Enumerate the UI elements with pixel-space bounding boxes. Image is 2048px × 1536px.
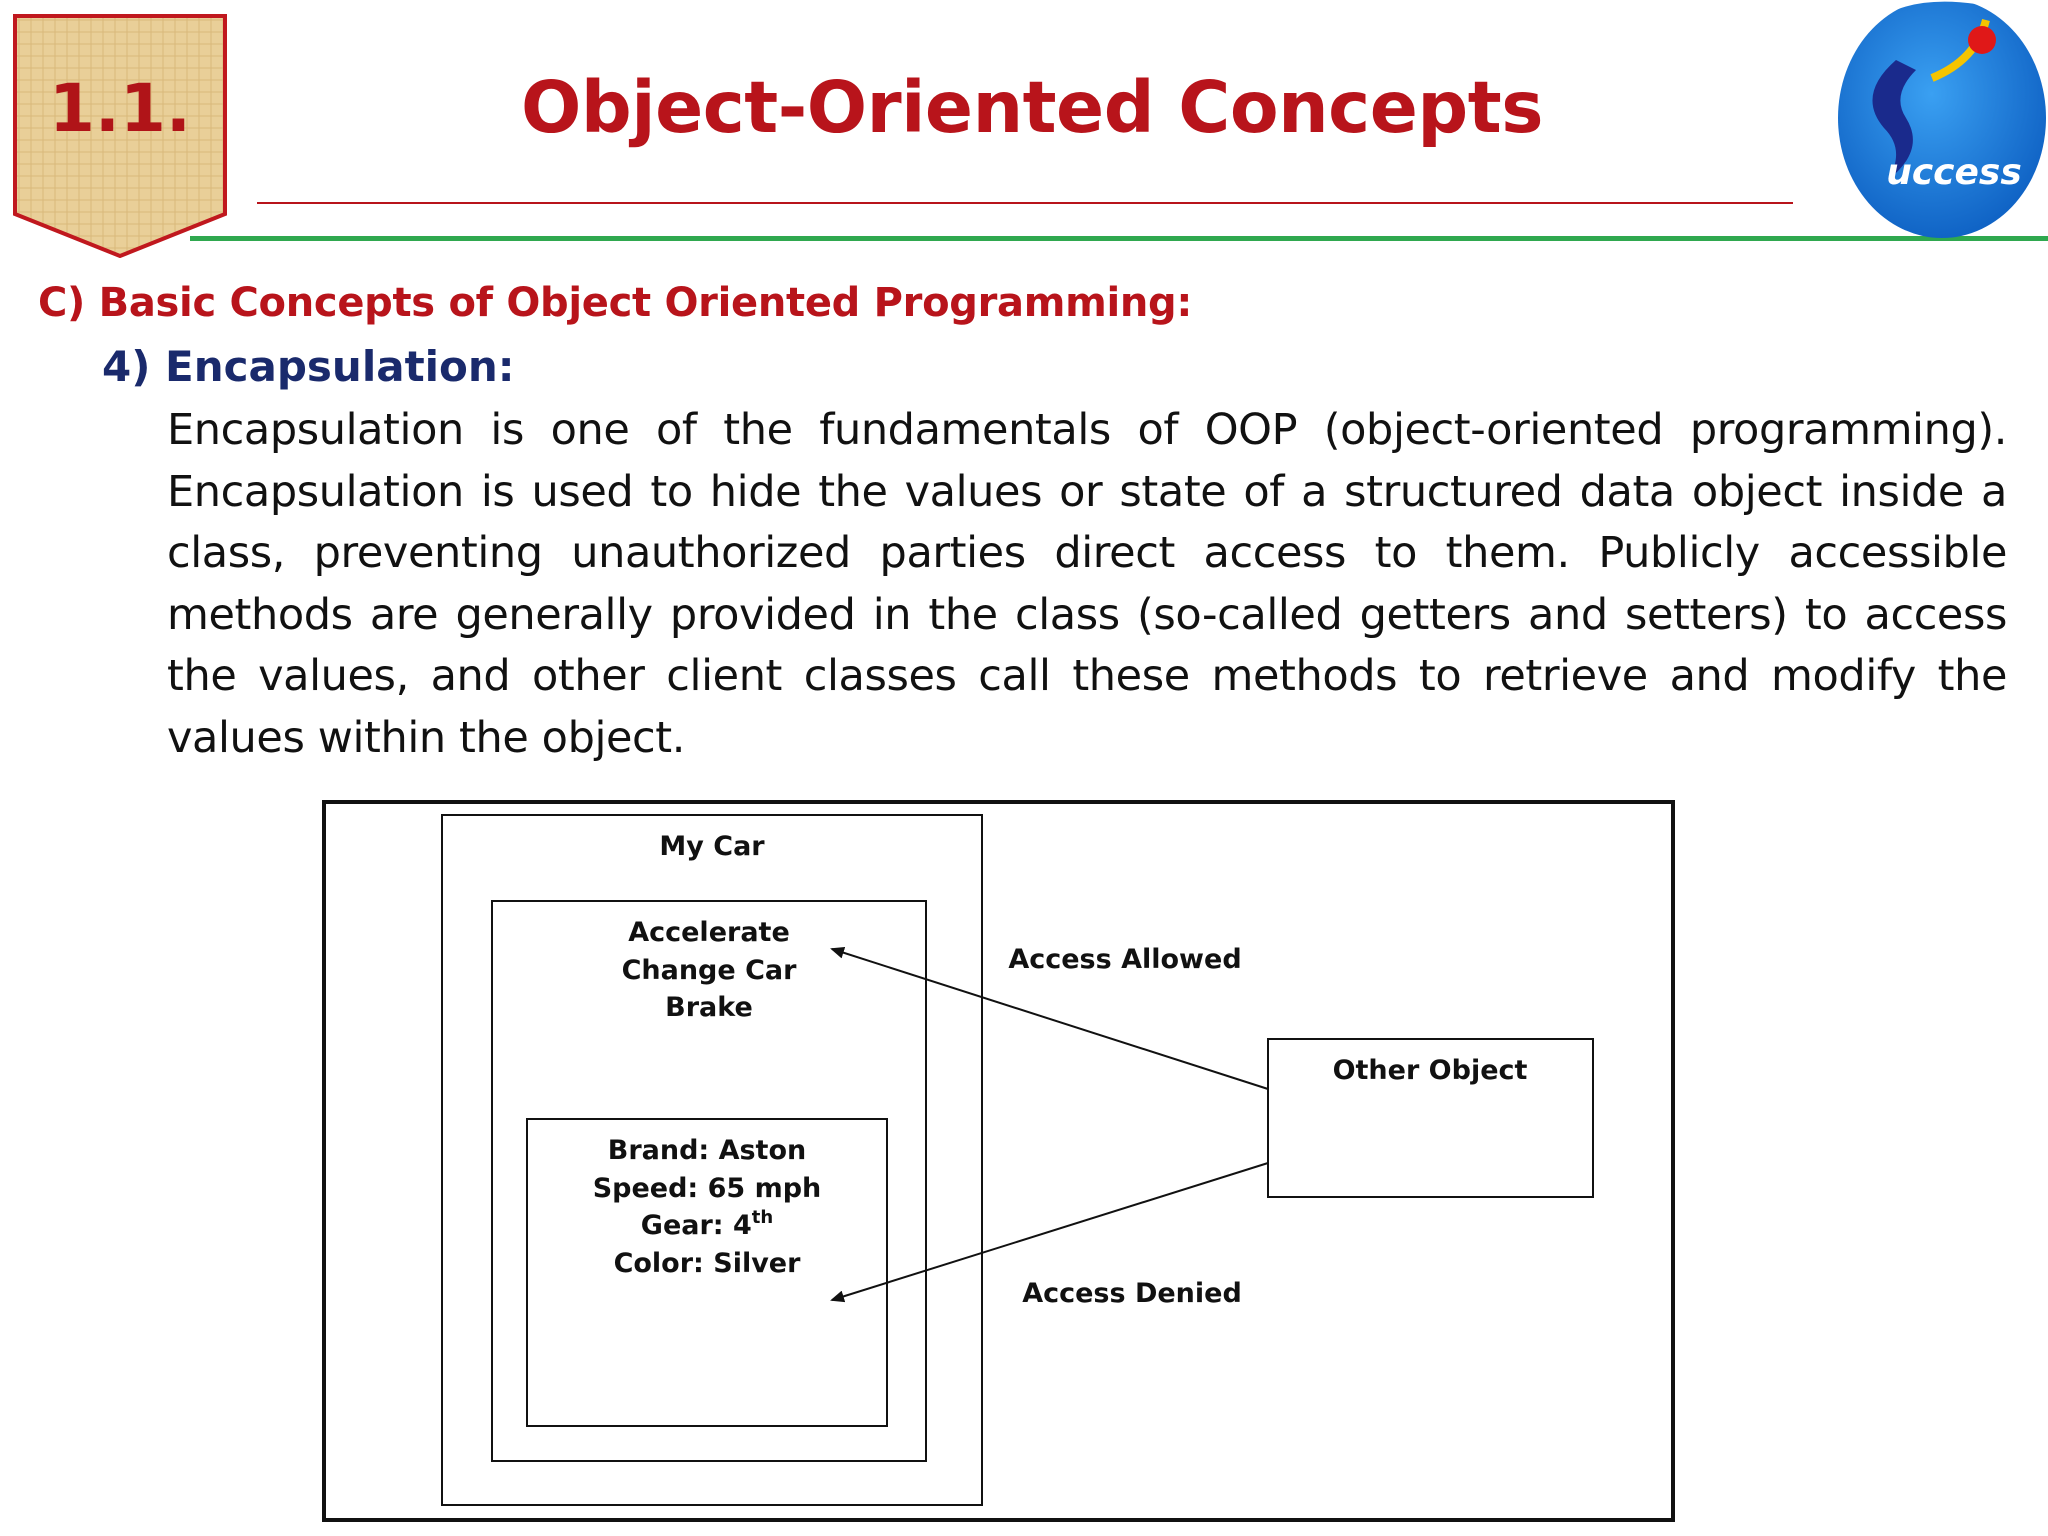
- section-number: 1.1.: [49, 70, 191, 147]
- access-allowed-label: Access Allowed: [1008, 944, 1242, 975]
- my-car-label: My Car: [659, 831, 765, 862]
- access-denied-label: Access Denied: [1022, 1278, 1242, 1309]
- other-object-label: Other Object: [1332, 1055, 1528, 1086]
- sub-heading: 4) Encapsulation:: [102, 342, 515, 391]
- state-color: Color: Silver: [613, 1248, 801, 1279]
- method-brake: Brake: [665, 992, 753, 1023]
- section-heading: C) Basic Concepts of Object Oriented Programming:: [38, 280, 1193, 326]
- method-change-car: Change Car: [621, 955, 797, 986]
- state-speed: Speed: 65 mph: [592, 1173, 822, 1204]
- method-accelerate: Accelerate: [628, 917, 790, 948]
- logo-text: uccess: [1886, 152, 2022, 193]
- slide-title: Object-Oriented Concepts: [521, 66, 1543, 149]
- state-gear: Gear: 4th: [640, 1207, 774, 1241]
- state-brand: Brand: Aston: [607, 1135, 807, 1166]
- paragraph: Encapsulation is one of the fundamentals of OOP (object-oriented programming). Encapsulation is used to hide the values or state of a structured data object inside a class, preventing unauthorized parties direct access to them. Publicly accessible methods are generally provided in the class (so-called getters and setters) to access the values, and other client classes call these methods to retrieve and modify the values within the object.: [167, 405, 2007, 763]
